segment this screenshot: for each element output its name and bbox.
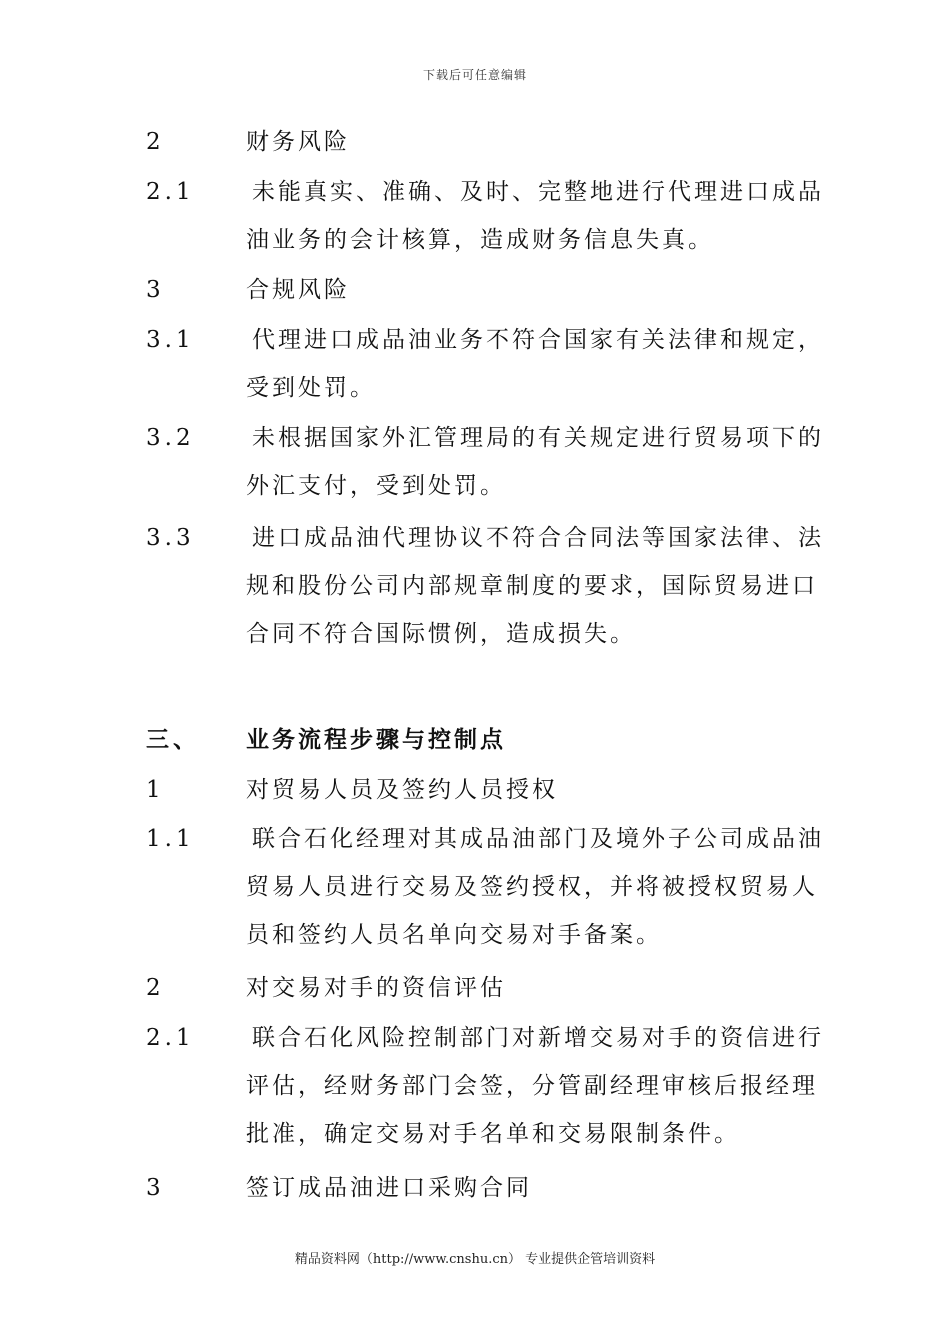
item-number: 3 bbox=[146, 1175, 165, 1201]
heading-text: 业务流程步骤与控制点 bbox=[246, 726, 506, 753]
item-text: 联合石化经理对其成品油部门及境外子公司成品油贸易人员进行交易及签约授权，并将被授权贸易人员和签约人员名单向交易对手备案。 bbox=[246, 826, 824, 948]
section-item bbox=[146, 266, 846, 314]
section-item bbox=[146, 964, 846, 1012]
item-text: 合规风险 bbox=[246, 277, 350, 303]
item-text: 对交易对手的资信评估 bbox=[246, 975, 506, 1001]
section-item bbox=[146, 168, 846, 264]
item-text: 未能真实、准确、及时、完整地进行代理进口成品油业务的会计核算，造成财务信息失真。 bbox=[246, 179, 824, 253]
section-item bbox=[146, 1014, 846, 1158]
item-text: 进口成品油代理协议不符合合同法等国家法律、法规和股份公司内部规章制度的要求，国际贸易进口合同不符合国际惯例，造成损失。 bbox=[246, 525, 824, 647]
item-number: 3 bbox=[146, 277, 165, 303]
item-number: 1.1 bbox=[146, 826, 195, 852]
section-item bbox=[146, 118, 846, 166]
section-item bbox=[146, 514, 846, 658]
item-text: 签订成品油进口采购合同 bbox=[246, 1175, 532, 1201]
item-number: 2.1 bbox=[146, 1025, 195, 1051]
item-number: 1 bbox=[146, 777, 165, 803]
item-text: 联合石化风险控制部门对新增交易对手的资信进行评估，经财务部门会签，分管副经理审核后报经理批准，确定交易对手名单和交易限制条件。 bbox=[246, 1025, 824, 1147]
section-item bbox=[146, 766, 846, 814]
item-text: 对贸易人员及签约人员授权 bbox=[246, 777, 558, 803]
section-item bbox=[146, 815, 846, 959]
page-footer: 精品资料网（http://www.cnshu.cn） 专业提供企管培训资料 bbox=[294, 1252, 656, 1267]
item-number: 2 bbox=[146, 975, 165, 1001]
item-number: 3.3 bbox=[146, 525, 195, 551]
item-number: 3.1 bbox=[146, 327, 195, 353]
item-number: 2.1 bbox=[146, 179, 195, 205]
item-text: 财务风险 bbox=[246, 129, 350, 155]
section-item bbox=[146, 1164, 846, 1212]
heading-number: 三、 bbox=[146, 726, 200, 753]
page-header: 下载后可任意编辑 bbox=[422, 68, 527, 82]
item-text: 代理进口成品油业务不符合国家有关法律和规定，受到处罚。 bbox=[246, 327, 824, 401]
section-heading bbox=[146, 716, 846, 764]
section-item bbox=[146, 316, 846, 412]
item-text: 未根据国家外汇管理局的有关规定进行贸易项下的外汇支付，受到处罚。 bbox=[246, 425, 824, 499]
item-number: 3.2 bbox=[146, 425, 195, 451]
item-number: 2 bbox=[146, 129, 165, 155]
section-item bbox=[146, 414, 846, 510]
